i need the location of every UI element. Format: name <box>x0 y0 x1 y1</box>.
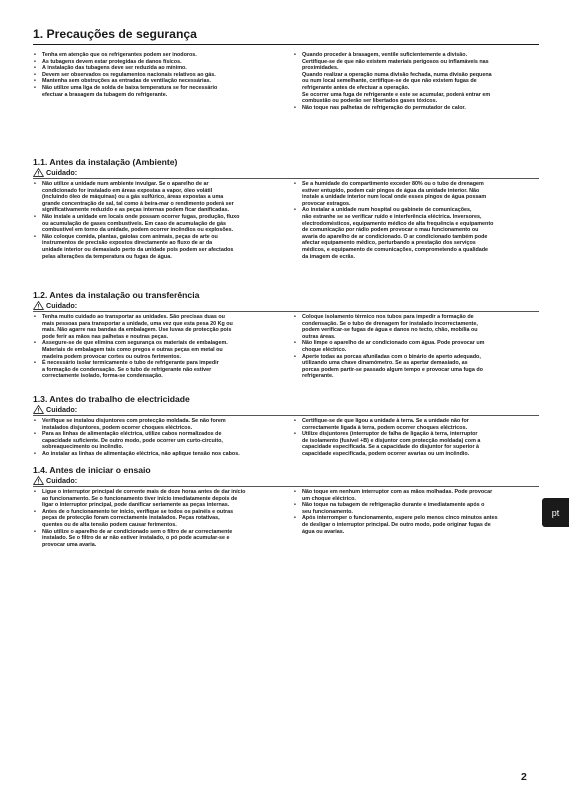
section-left-column <box>33 489 279 548</box>
page-header <box>33 27 539 45</box>
bullet-item: • Tenha muito cuidado ao transportar as unidades. São precisas duas ou mais pessoas para transportar a unidade, uma vez que esta pesa 20 Kg ou mais. Não agarre nas bandas da embalagem. Use luvas de protecção pois pode ferir as mãos nas palhetas e noutras peças. <box>33 314 279 340</box>
warning-triangle-icon <box>33 301 44 310</box>
bullet-item: • Verifique se instalou disjuntores com protecção moldada. Se não forem instalados disjuntores, podem ocorrer choques eléctricos. <box>33 418 279 431</box>
bullet-item: • A instalação das tubagens deve ser reduzida ao mínimo. <box>33 65 279 72</box>
bullet-item: • Não instale a unidade em locais onde possam ocorrer fugas, produção, fluxo ou acumulação de gases combustíveis. Em caso de acumulação de gás combustível em torno da unidade, podem ocorrer incêndios ou explosões. <box>33 214 279 234</box>
bullet-item: • Antes de o funcionamento ter início, verifique se todos os painéis e outras peças de protecção foram correctamente instalados. Peças rotativas, quentes ou de alta tensão podem causar ferimentos. <box>33 509 279 529</box>
bullet-item: • Se a humidade do compartimento exceder 80% ou o tubo de drenagem estiver entupido, podem cair pingos de água da unidade interior. Não instale a unidade interior num local onde esses pingos de água possam provocar estragos. <box>293 181 539 207</box>
caution-text: Cuidado: <box>46 168 78 177</box>
intro-right-list <box>293 52 539 111</box>
language-tab-label: pt <box>551 507 560 518</box>
caution-text: Cuidado: <box>46 476 78 485</box>
bullet-item: • As tubagens devem estar protegidas de danos físicos. <box>33 59 279 66</box>
warning-triangle-icon <box>33 476 44 485</box>
bullet-list <box>293 314 539 380</box>
language-tab <box>542 498 569 527</box>
intro-right-column <box>293 52 539 111</box>
warning-triangle-icon <box>33 405 44 414</box>
bullet-item: • Ao instalar a unidade num hospital ou gabinete de comunicações, não estranhe se se verificar ruído e interferência eléctrica. Inversores, electrodomésticos, equipamento médico de alta frequência e equipamento de comunicação por rádio podem provocar o mau funcionamento ou avaria do aparelho de ar condicionado. O ar condicionado também pode afectar equipamento médico, perturbando a prestação dos serviços médicos, e equipamento de comunicações, comprometendo a qualidade da imagem de ecrãs. <box>293 207 539 260</box>
caution-label <box>33 168 539 177</box>
bullet-list <box>33 418 279 458</box>
bullet-list <box>293 418 539 458</box>
section-right-column <box>293 489 539 548</box>
caution-label <box>33 476 539 485</box>
bullet-item: • Não toque em nenhum interruptor com as mãos molhadas. Pode provocar um choque eléctrico. <box>293 489 539 502</box>
section-right-column <box>293 418 539 458</box>
bullet-item: • Não utilize a unidade num ambiente invulgar. Se o aparelho de ar condicionado for instalado em áreas expostas a vapor, óleo volátil (incluindo óleo de máquinas) ou a gás sulfúrico, áreas expostas a uma grande concentração de sal, tal como à beira-mar o rendimento poderá ser significativamente reduzido e as peças internas podem ficar danificadas. <box>33 181 279 214</box>
bullet-item: • Não limpe o aparelho de ar condicionado com água. Pode provocar um choque eléctrico. <box>293 340 539 353</box>
bullet-list <box>33 314 279 380</box>
caution-label <box>33 405 539 414</box>
caution-label <box>33 301 539 310</box>
section-title: 1.4. Antes de iniciar o ensaio <box>33 465 151 475</box>
caution-text: Cuidado: <box>46 301 78 310</box>
bullet-list <box>293 489 539 535</box>
section-divider <box>33 486 539 487</box>
bullet-item: • Não coloque comida, plantas, gaiolas com animais, peças de arte ou instrumentos de precisão expostos directamente ao fluxo de ar da unidade interior ou demasiado perto da unidade pois podem ser afectados pelas alterações da temperatura ou fugas de água. <box>33 234 279 260</box>
bullet-item: • Não toque nas palhetas de refrigeração do permutador de calor. <box>293 105 539 112</box>
page-number: 2 <box>521 771 527 783</box>
bullet-item: • Devem ser observados os regulamentos nacionais relativos ao gás. <box>33 72 279 79</box>
bullet-item: • Não utilize o aparelho de ar condicionado sem o filtro de ar correctamente instalado. Se o filtro de ar não estiver instalado, o pó pode acumular-se e provocar uma avaria. <box>33 529 279 549</box>
section-1-1 <box>33 157 539 260</box>
bullet-item: • Certifique-se de que ligou a unidade à terra. Se a unidade não for correctamente ligada à terra, podem ocorrer choques eléctricos. <box>293 418 539 431</box>
intro-left-column <box>33 52 279 111</box>
bullet-item: • Assegure-se de que elimina com segurança os materiais de embalagem. Materiais de embalagem tais como pregos e outras peças em metal ou madeira podem provocar cortes ou outros ferimentos. <box>33 340 279 360</box>
section-left-column <box>33 418 279 458</box>
section-left-column <box>33 181 279 260</box>
bullet-list <box>293 181 539 260</box>
section-left-column <box>33 314 279 380</box>
bullet-item: • Após interromper o funcionamento, espere pelo menos cinco minutos antes de desligar o interruptor principal. De outro modo, pode originar fugas de água ou avarias. <box>293 515 539 535</box>
bullet-item: • Tenha em atenção que os refrigerantes podem ser inodoros. <box>33 52 279 59</box>
bullet-item: • É necessário isolar termicamente o tubo de refrigerante para impedir a formação de condensação. Se o tubo de refrigerante não estiver correctamente isolado, forma-se condensação. <box>33 360 279 380</box>
bullet-item: • Ao instalar as linhas de alimentação eléctrica, não aplique tensão nos cabos. <box>33 451 279 458</box>
bullet-item: • Coloque isolamento térmico nos tubos para impedir a formação de condensação. Se o tubo de drenagem for instalado incorrectamente, podem verificar-se fugas de água e danos no tecto, chão, mobília ou outras áreas. <box>293 314 539 340</box>
section-divider <box>33 311 539 312</box>
bullet-item: • Aperte todas as porcas afuniladas com o binário de aperto adequado, utilizando uma chave dinamómetro. Se as apertar demasiado, as porcas podem partir-se passado algum tempo e provocar uma fuga do refrigerante. <box>293 354 539 380</box>
section-divider <box>33 415 539 416</box>
warning-triangle-icon <box>33 168 44 177</box>
section-divider <box>33 178 539 179</box>
intro-left-list <box>33 52 279 98</box>
bullet-item: • Não toque na tubagem de refrigeração durante e imediatamente após o seu funcionamento. <box>293 502 539 515</box>
section-title: 1.3. Antes do trabalho de electricidade <box>33 394 190 404</box>
bullet-item: • Não utilize uma liga de solda de baixa temperatura se for necessário efectuar a brasagem da tubagem do refrigerante. <box>33 85 279 98</box>
bullet-item: • Para as linhas de alimentação eléctrica, utilize cabos normalizados de capacidade suficiente. De outro modo, pode ocorrer um curto-circuito, sobreaquecimento ou incêndio. <box>33 431 279 451</box>
section-1-3 <box>33 394 539 458</box>
section-1-4 <box>33 465 539 548</box>
bullet-item: • Quando proceder à brasagem, ventile suficientemente a divisão. Certifique-se de que não existem materiais perigosos ou inflamáveis nas proximidades. Quando realizar a operação numa divisão fechada, numa divisão pequena ou num local semelhante, certifique-se de que não existem fugas de refrigerante antes de efectuar a operação. Se ocorrer uma fuga de refrigerante e este se acumular, poderá entrar em combustão ou poderão ser libertados gases tóxicos. <box>293 52 539 105</box>
bullet-item: • Ligue o interruptor principal de corrente mais de doze horas antes de dar início ao funcionamento. Se o funcionamento tiver início imediatamente depois de ligar o interruptor principal, pode danificar seriamente as peças internas. <box>33 489 279 509</box>
caution-text: Cuidado: <box>46 405 78 414</box>
section-title: 1.1. Antes da instalação (Ambiente) <box>33 157 178 167</box>
bullet-list <box>33 489 279 548</box>
section-title: 1.2. Antes da instalação ou transferência <box>33 290 200 300</box>
bullet-item: • Mantenha sem obstruções as entradas de ventilação necessárias. <box>33 78 279 85</box>
bullet-list <box>33 181 279 260</box>
section-right-column <box>293 181 539 260</box>
section-1-2 <box>33 290 539 380</box>
bullet-item: • Utilize disjuntores (interruptor de falha de ligação à terra, interruptor de isolamento (fusível +B) e disjuntor com protecção moldada) com a capacidade especificada. Se a capacidade do disjuntor for superior à capacidade especificada, podem ocorrer avarias ou um incêndio. <box>293 431 539 457</box>
section-right-column <box>293 314 539 380</box>
intro-section <box>33 50 539 111</box>
page-title: 1. Precauções de segurança <box>33 27 197 41</box>
